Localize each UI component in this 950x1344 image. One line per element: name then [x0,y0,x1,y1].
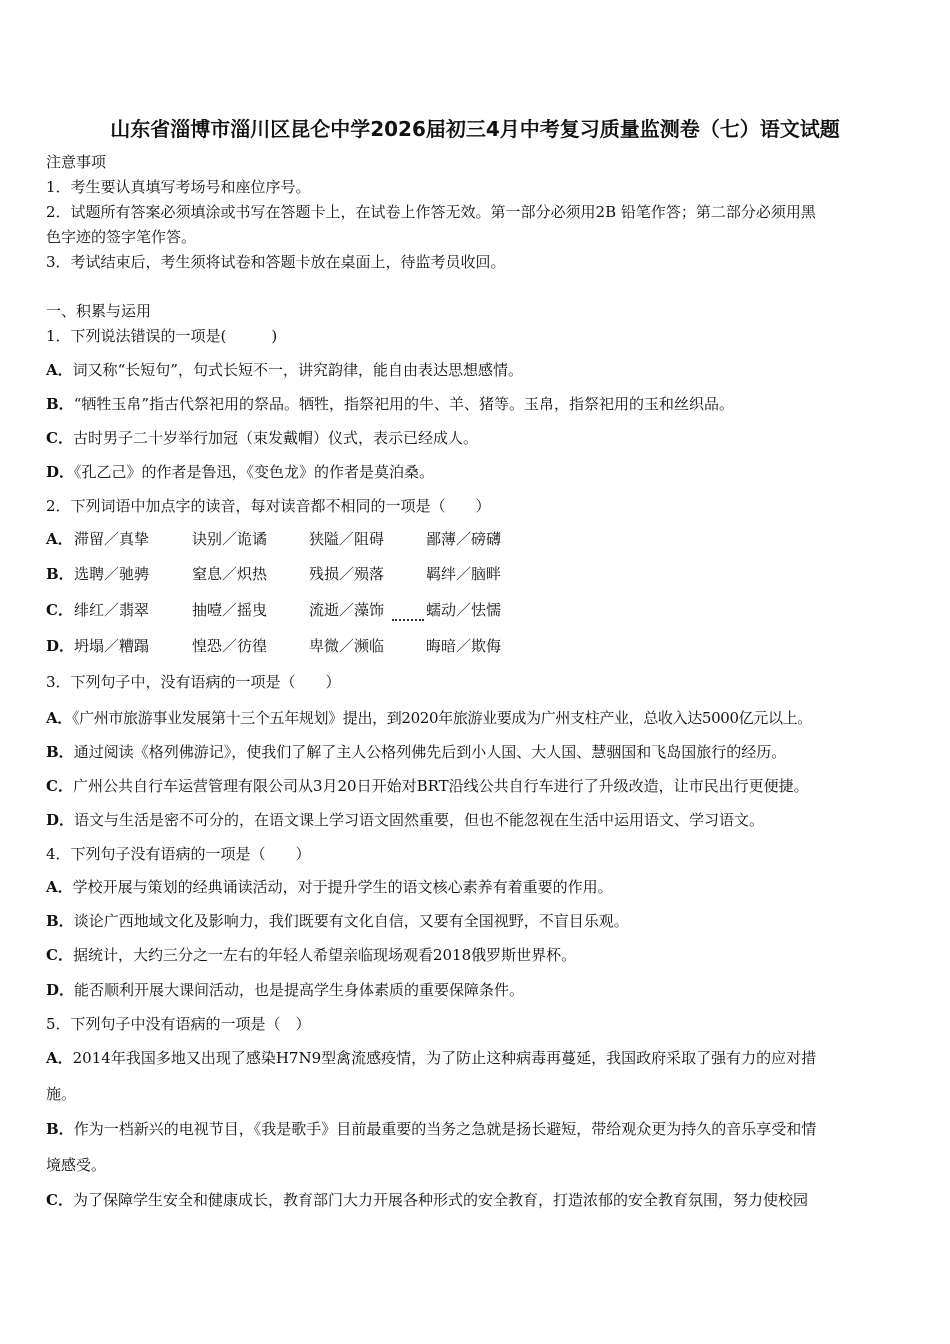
word-pair: 狭隘／阻碍 [309,530,385,548]
word-pair: 诀别／诡谲 [192,530,268,548]
option-letter: B． [46,912,74,930]
option-letter: D． [46,637,75,655]
word-pair: 卑微／濒临 [309,637,385,655]
option-letter: D． [46,811,75,829]
option-text: 语文与生活是密不可分的，在语文课上学习语文固然重要，但也不能忽视在生活中运用语文、学习语文。 [74,811,765,829]
question-stem: 2．下列词语中加点字的读音，每对读音都不相同的一项是（ ） [46,497,491,515]
option-text: 通过阅读《格列佛游记》，使我们了解了主人公格列佛先后到小人国、大人国、慧骃国和飞岛国旅行的经历。 [73,743,787,761]
option-text: 施。 [46,1085,77,1103]
word-pair: 绯红／翡翠 [74,601,150,619]
notice-item: 色字迹的签字笔作答。 [46,228,197,246]
option-letter: B． [46,565,74,583]
word-pair: 抽噎／摇曳 [192,601,268,619]
option-text: 《孔乙己》的作者是鲁迅，《变色龙》的作者是莫泊桑。 [74,463,435,481]
option-letter: A． [46,709,72,727]
notice-item: 2．试题所有答案必须填涂或书写在答题卡上，在试卷上作答无效。第一部分必须用2B 铅笔作答；第二部分必须用黑 [46,203,816,221]
word-pair: 滞留／真挚 [74,530,150,548]
option-letter: C． [46,777,73,795]
word-pair: 晦暗／欺侮 [426,637,502,655]
option-line [46,776,809,796]
question-stem: 4．下列句子没有语病的一项是（ ） [46,845,311,863]
option-text: 谈论广西地域文化及影响力，我们既要有文化自信，又要有全国视野，不盲目乐观。 [73,912,629,930]
option-text: 能否顺利开展大课间活动，也是提高学生身体素质的重要保障条件。 [74,981,525,999]
option-letter: C． [46,1191,73,1209]
section-heading: 一、积累与运用 [46,302,152,320]
option-letter: C． [46,429,73,447]
option-line [46,360,523,380]
question-stem: 1．下列说法错误的一项是( ) [46,327,278,345]
option-line-continued [46,1155,106,1175]
word-pair: 鄙薄／磅礴 [426,530,502,548]
word-pair: 坍塌／糟蹋 [74,637,150,655]
emphasis-dots [392,619,424,621]
option-letter: B． [46,743,74,761]
option-letter: C． [46,946,73,964]
page-title: 山东省淄博市淄川区昆仑中学2026届初三4月中考复习质量监测卷（七）语文试题 [110,117,840,141]
option-line [46,945,576,965]
option-line [46,1190,808,1210]
option-letter: D． [46,463,75,481]
option-line [46,428,478,448]
option-line [46,810,764,830]
notice-item: 1．考生要认真填写考场号和座位序号。 [46,178,311,196]
option-line [46,394,734,414]
option-letter: A． [46,1049,73,1067]
option-letter: C． [46,601,73,619]
option-text: 词又称“长短句”，句式长短不一，讲究韵律，能自由表达思想感情。 [72,361,523,379]
question-stem: 3．下列句子中，没有语病的一项是（ ） [46,673,341,691]
word-pair: 残损／殒落 [309,565,385,583]
option-text: 学校开展与策划的经典诵读活动，对于提升学生的语文核心素养有着重要的作用。 [72,878,613,896]
option-line [46,1048,816,1068]
option-letter: A． [46,361,73,379]
option-letter: D． [46,981,75,999]
option-line [46,462,434,482]
option-text: 作为一档新兴的电视节目，《我是歌手》目前最重要的当务之急就是扬长避短，带给观众更为持久的音乐享受和情 [73,1120,817,1138]
option-letter: A． [46,878,73,896]
word-pair: 流逝／藻饰 [309,601,385,619]
option-line [46,911,629,931]
notice-heading: 注意事项 [46,153,107,171]
word-pair: 窒息／炽热 [192,565,268,583]
option-line [46,742,786,762]
word-pair: 蠕动／怯懦 [426,601,502,619]
option-text: “牺牲玉帛”指古代祭祀用的祭品。牺牲，指祭祀用的牛、羊、猪等。玉帛，指祭祀用的玉和丝织品。 [73,395,735,413]
option-text: 2014年我国多地又出现了感染H7N9型禽流感疫情，为了防止这种病毒再蔓延，我国政府采取了强有力的应对措 [72,1049,817,1067]
question-stem: 5．下列句子中没有语病的一项是（ ） [46,1015,311,1033]
notice-item: 3．考试结束后，考生须将试卷和答题卡放在桌面上，待监考员收回。 [46,253,506,271]
word-pair: 选聘／驰骋 [74,565,150,583]
option-line [46,1119,816,1139]
option-text: 《广州市旅游事业发展第十三个五年规划》提出，到2020年旅游业要成为广州支柱产业，总收入达5000亿元以上。 [71,709,812,727]
option-line [46,877,613,897]
word-pair: 羁绊／脑畔 [426,565,502,583]
option-text: 境感受。 [46,1156,107,1174]
option-text: 为了保障学生安全和健康成长，教育部门大力开展各种形式的安全教育，打造浓郁的安全教育氛围，努力使校园 [72,1191,808,1209]
option-letter: A． [46,530,73,548]
option-line [46,980,524,1000]
option-text: 广州公共自行车运营管理有限公司从3月20日开始对BRT沿线公共自行车进行了升级改造，让市民出行更便捷。 [72,777,809,795]
option-letter: B． [46,395,74,413]
option-line [46,708,812,728]
option-text: 据统计，大约三分之一左右的年轻人希望亲临现场观看2018俄罗斯世界杯。 [72,946,577,964]
option-text: 古时男子二十岁举行加冠（束发戴帽）仪式，表示已经成人。 [72,429,478,447]
word-pair: 惶恐／彷徨 [192,637,268,655]
option-line-continued [46,1084,76,1104]
option-letter: B． [46,1120,74,1138]
